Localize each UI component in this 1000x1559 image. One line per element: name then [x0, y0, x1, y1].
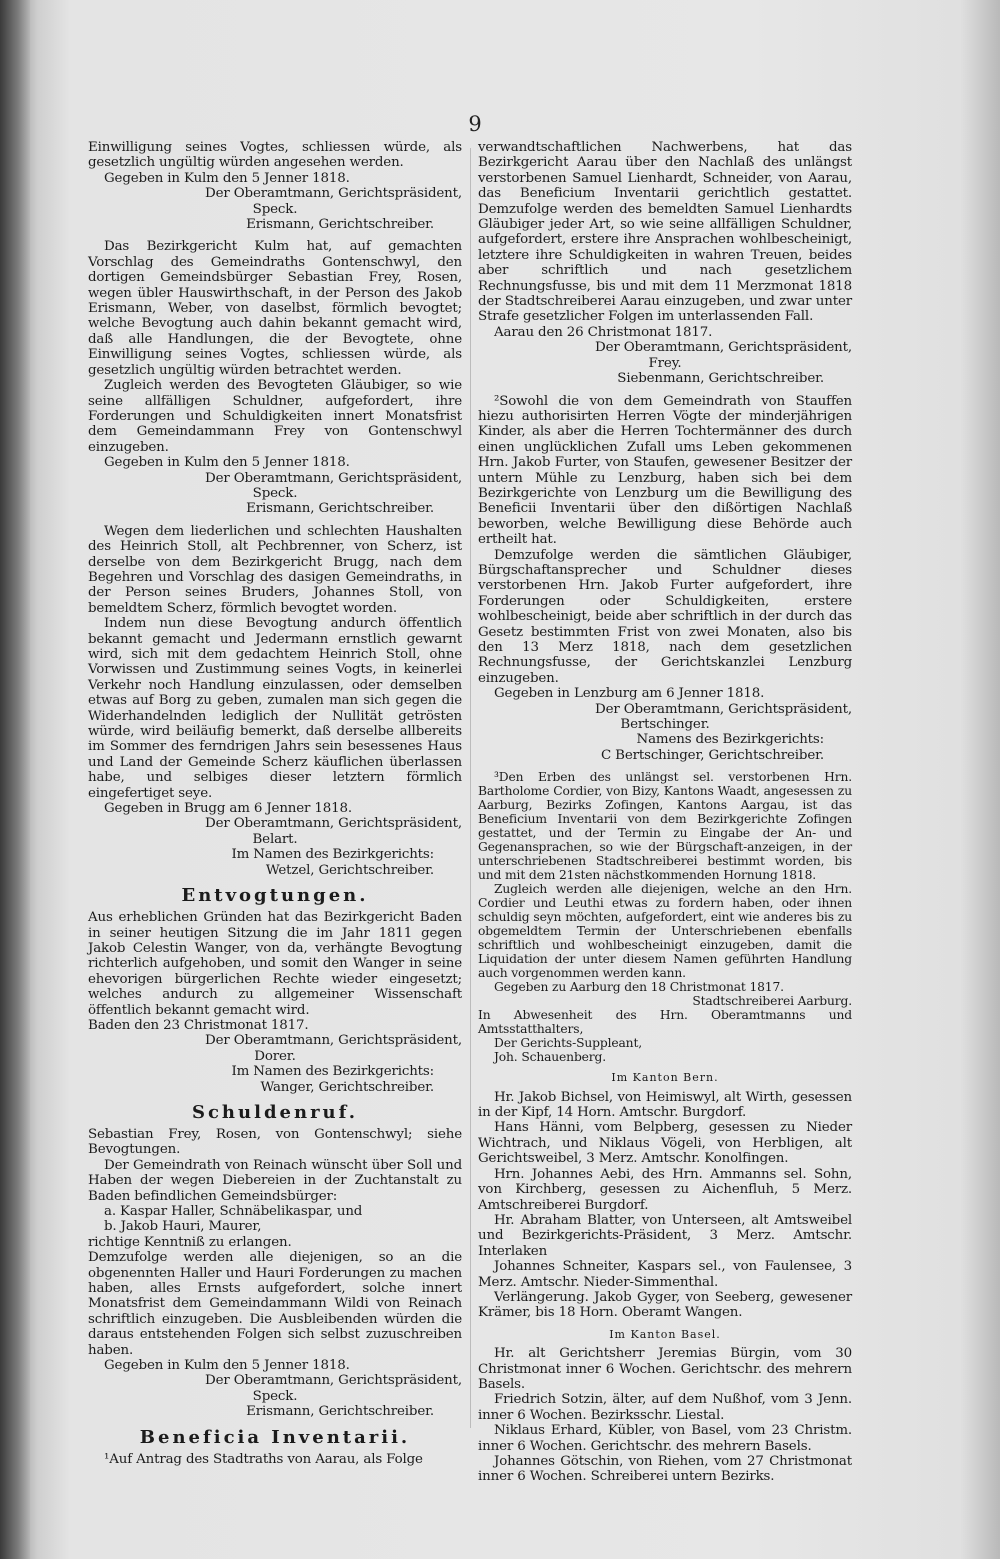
paragraph: Zugleich werden des Bevogteten Gläubiger, so wie seine allfälligen Schuldner, aufgefordert, ihre Forderungen und Schuldigkeiten innert Monatsfrist dem Gemeindammann Frey von Gontenschwyl einzugeben.: [88, 378, 462, 455]
paragraph: Aus erheblichen Gründen hat das Bezirkgericht Baden in seiner heutigen Sitzung die im Jahr 1811 gegen Jakob Celestin Wanger, von da, verhängte Bevogtung richterlich aufgehoben, und somit den Wanger in seine ehevorigen bürgerlichen Rechte wieder eingesetzt; welches andurch zu allgemeiner Wissenschaft öffentlich bekannt gemacht wird.: [88, 910, 462, 1018]
signature-line: Der Oberamtmann, Gerichtspräsident,: [595, 340, 852, 356]
paragraph: Friedrich Sotzin, älter, auf dem Nußhof, vom 3 Jenn. inner 6 Wochen. Bezirksschr. Liestal.: [478, 1392, 852, 1423]
paragraph: ¹Auf Antrag des Stadtraths von Aarau, als Folge: [104, 1451, 423, 1467]
signature-line: Der Oberamtmann, Gerichtspräsident,: [205, 1033, 462, 1049]
signature-line: Dorer.: [254, 1048, 296, 1064]
paragraph: Gegeben in Brugg am 6 Jenner 1818.: [104, 801, 352, 817]
paragraph: b. Jakob Hauri, Maurer,: [104, 1219, 262, 1235]
signature-line: Wanger, Gerichtschreiber.: [260, 1079, 434, 1095]
paragraph: Demzufolge werden alle diejenigen, so an die obgenennten Haller und Hauri Forderungen zu machen haben, alles Ernsts aufgefordert, solche innert Monatsfrist dem Gemeindammann Wildi von Reinach schriftlich einzugeben. Die Ausbleibenden würden die daraus entstehenden Folgen sich selbst zuzuschreiben haben.: [88, 1250, 462, 1358]
paragraph: Wegen dem liederlichen und schlechten Haushalten des Heinrich Stoll, alt Pechbrenner, von Scherz, ist derselbe von dem Bezirkgericht Brugg, nach dem Begehren und Vorschlag des dasigen Gemeindraths, in der Person seines Bruders, Johannes Stoll, von bemeldtem Scherz, förmlich bevogtet worden.: [88, 523, 462, 616]
signature-line: Wetzel, Gerichtschreiber.: [265, 862, 434, 878]
signature-line: Siebenmann, Gerichtschreiber.: [617, 371, 824, 387]
signature-line: Im Namen des Bezirkgerichts:: [231, 1064, 434, 1080]
paragraph: Hr. Abraham Blatter, von Unterseen, alt Amtsweibel und Bezirkgerichts-Präsident, 3 Merz. Amtschr. Interlaken: [478, 1212, 852, 1259]
paragraph: Johannes Schneiter, Kaspars sel., von Faulensee, 3 Merz. Amtschr. Nieder-Simmenthal.: [478, 1259, 852, 1290]
subsection-heading: Im Kanton Bern.: [611, 1071, 719, 1085]
paragraph: a. Kaspar Haller, Schnäbelikaspar, und: [104, 1204, 363, 1219]
subsection-heading: Im Kanton Basel.: [609, 1327, 721, 1341]
section-heading: Entvogtungen.: [181, 885, 369, 907]
paragraph: Joh. Schauenberg.: [494, 1050, 607, 1065]
spacer: [88, 517, 462, 524]
paragraph: Hr. alt Gerichtsherr Jeremias Bürgin, vom 30 Christmonat inner 6 Wochen. Gerichtschr. des mehrern Basels.: [478, 1346, 852, 1392]
signature-line: Namens des Bezirkgerichts:: [636, 732, 824, 748]
paragraph: Verlängerung. Jakob Gyger, von Seeberg, gewesener Krämer, bis 18 Horn. Oberamt Wangen.: [478, 1289, 852, 1321]
paragraph: Der Gemeindrath von Reinach wünscht über Soll und Haben der wegen Diebereien in der Zuchtanstalt zu Baden befindlichen Gemeindsbürger:: [88, 1157, 462, 1204]
paragraph: Hrn. Johannes Aebi, des Hrn. Ammanns sel. Sohn, von Kirchberg, gesessen zu Aichenfluh, 5 Merz. Amtschreiberei Burgdorf.: [478, 1166, 852, 1213]
signature-line: Der Oberamtmann, Gerichtspräsident,: [595, 701, 852, 717]
paragraph: Der Gerichts-Suppleant,: [494, 1036, 642, 1051]
paragraph: Hans Hänni, vom Belpberg, gesessen zu Nieder Wichtrach, und Niklaus Vögeli, von Herbligen, alt Gerichtsweibel, 3 Merz. Amtschr. Konolfingen.: [478, 1120, 852, 1167]
paragraph: verwandtschaftlichen Nachwerbens, hat das Bezirkgericht Aarau über den Nachlaß des unlängst verstorbenen Samuel Lienhardt, Schneider, von Aarau, das Beneficium Inventarii gerichtlich gestattet. Demzufolge werden des bemeldten Samuel Lienhardts Gläubiger jeder Art, so wie seine allfälligen Schuldner, aufgefordert, erstere ihre Ansprachen wohlbescheinigt, letztere ihre Schuldigkeiten in wahren Treuen, beides aber schriftlich und nach gesetzlichem Rechnungsfusse, bis und mit dem 11 Merzmonat 1818 der Stadtschreiberei Aarau einzugeben, und zwar unter Strafe gesetzlicher Folgen im unterlassenden Fall.: [478, 140, 852, 325]
signature-line: Bertschinger.: [620, 717, 710, 733]
signature-line: Belart.: [252, 831, 298, 847]
spacer: [478, 387, 852, 394]
paragraph: ²Sowohl die von dem Gemeindrath von Stauffen hiezu authorisirten Herren Vögte der minderjährigen Kinder, als aber die Herren Tochtermänner des durch einen unglücklichen Zufall ums Leben gekommenen Hrn. Jakob Furter, von Staufen, gewesener Besitzer der untern Mühle zu Lenzburg, haben sich bei dem Bezirkgerichte von Lenzburg um die Bewilligung des Beneficii Inventarii über den dißörtigen Nachlaß beworben, welche Bewilligung diese Behörde auch ertheilt hat.: [478, 393, 852, 548]
paragraph: Einwilligung seines Vogtes, schliessen würde, als gesetzlich ungültig würden angesehen werden.: [88, 140, 462, 171]
right-column: [478, 140, 852, 1485]
section-heading: Schuldenruf.: [191, 1101, 359, 1123]
column-divider: [470, 148, 471, 1428]
signature-line: C Bertschinger, Gerichtschreiber.: [600, 747, 824, 763]
paragraph: Zugleich werden alle diejenigen, welche an den Hrn. Cordier und Leuthi etwas zu fordern haben, oder ihnen schuldig seyn möchten, aufgefordert, eint wie anderes bis zu obgemeldtem Termin der Unterschriebenen ebenfalls schriftlich und wohlbescheinigt einzugeben, damit die Liquidation der unter diesem Namen geführten Handlung auch vorgenommen werden kann.: [478, 882, 852, 981]
paragraph: Gegeben in Lenzburg am 6 Jenner 1818.: [494, 686, 765, 702]
signature-line: Erismann, Gerichtschreiber.: [246, 1404, 434, 1420]
paragraph: In Abwesenheit des Hrn. Oberamtmanns und Amtsstatthalters,: [478, 1008, 852, 1037]
paragraph: Gegeben zu Aarburg den 18 Christmonat 1817.: [494, 980, 784, 995]
book-gutter: [0, 0, 30, 1559]
paragraph: Gegeben in Kulm den 5 Jenner 1818.: [104, 170, 350, 186]
left-column: [88, 140, 462, 1467]
paragraph: Gegeben in Kulm den 5 Jenner 1818.: [104, 455, 350, 471]
paragraph: Johannes Götschin, von Riehen, vom 27 Christmonat inner 6 Wochen. Schreiberei untern Bezirks.: [478, 1454, 852, 1485]
spacer: [88, 232, 462, 239]
paragraph: Niklaus Erhard, Kübler, von Basel, vom 23 Christm. inner 6 Wochen. Gerichtschr. des mehrern Basels.: [478, 1423, 852, 1454]
paragraph: Indem nun diese Bevogtung andurch öffentlich bekannt gemacht und Jedermann ernstlich gewarnt wird, sich mit dem gedachtem Heinrich Stoll, ohne Vorwissen und Zustimmung seines Vogts, in keinerlei Verkehr noch Handlung einzulassen, oder demselben etwas auf Borg zu geben, zumalen man sich gegen die Widerhandelnden lediglich der Nullität getrösten würde, wird beiläufig bemerkt, daß derselbe allbereits im Sommer des ferndrigen Jahrs sein besessenes Haus und Land der Gemeinde Scherz käuflichen überlassen habe, und selbiges dieser letztern förmlich eingefertiget seye.: [88, 616, 462, 801]
signature-line: Erismann, Gerichtschreiber.: [246, 217, 434, 233]
paragraph: Demzufolge werden die sämtlichen Gläubiger, Bürgschaftansprecher und Schuldner dieses verstorbenen Hrn. Jakob Furter aufgefordert, ihre Forderungen oder Schuldigkeiten, erstere wohlbescheinigt, beide aber schriftlich in der durch das Gesetz bestimmten Frist von zwei Monaten, also bis den 13 Merz 1818, nach dem gesetzlichen Rechnungsfusse, der Gerichtskanzlei Lenzburg einzugeben.: [478, 547, 852, 686]
signature-line: Stadtschreiberei Aarburg.: [692, 994, 852, 1009]
signature-line: Der Oberamtmann, Gerichtspräsident,: [205, 816, 462, 832]
signature-line: Speck.: [252, 485, 298, 501]
paragraph: Hr. Jakob Bichsel, von Heimiswyl, alt Wirth, gesessen in der Kipf, 14 Horn. Amtschr. Burgdorf.: [478, 1089, 852, 1121]
page-number: 9: [468, 112, 482, 136]
paragraph: Sebastian Frey, Rosen, von Gontenschwyl; siehe Bevogtungen.: [88, 1126, 462, 1158]
signature-line: Der Oberamtmann, Gerichtspräsident,: [205, 470, 462, 486]
paragraph: Aarau den 26 Christmonat 1817.: [494, 324, 713, 340]
signature-line: Frey.: [648, 355, 682, 371]
paragraph: richtige Kenntniß zu erlangen.: [88, 1234, 292, 1250]
section-heading: Beneficia Inventarii.: [139, 1426, 411, 1448]
spacer: [478, 763, 852, 770]
paragraph: Das Bezirkgericht Kulm hat, auf gemachten Vorschlag des Gemeindraths Gontenschwyl, den dortigen Gemeindsbürger Sebastian Frey, Rosen, wegen übler Hauswirthschaft, in der Person des Jakob Erismann, Weber, von daselbst, förmlich bevogtet; welche Bevogtung auch dahin bekannt gemacht wird, daß alle Handlungen, die der Bevogtete, ohne Einwilligung seines Vogtes, schliessen würde, als gesetzlich ungültig würden betrachtet werden.: [88, 239, 462, 378]
signature-line: Erismann, Gerichtschreiber.: [246, 501, 434, 517]
paragraph: ³Den Erben des unlängst sel. verstorbenen Hrn. Bartholome Cordier, von Bizy, Kantons Waadt, angesessen zu Aarburg, Bezirks Zofingen, Kantons Aargau, ist das Beneficium Inventarii von dem Bezirkgerichte Zofingen gestattet, und der Termin zu Eingabe der An- und Gegenansprachen, so wie der Bürgschaft-anzeigen, in der unterschriebenen Stadtschreiberei bestimmt worden, bis und mit dem 21sten nächstkommenden Hornung 1818.: [478, 770, 852, 883]
signature-line: Der Oberamtmann, Gerichtspräsident,: [205, 1373, 462, 1389]
signature-line: Speck.: [252, 1388, 298, 1404]
paragraph: Baden den 23 Christmonat 1817.: [88, 1017, 309, 1033]
paragraph: Gegeben in Kulm den 5 Jenner 1818.: [104, 1358, 350, 1374]
signature-line: Der Oberamtmann, Gerichtspräsident,: [205, 186, 462, 202]
signature-line: Im Namen des Bezirkgerichts:: [231, 847, 434, 863]
signature-line: Speck.: [252, 201, 298, 217]
